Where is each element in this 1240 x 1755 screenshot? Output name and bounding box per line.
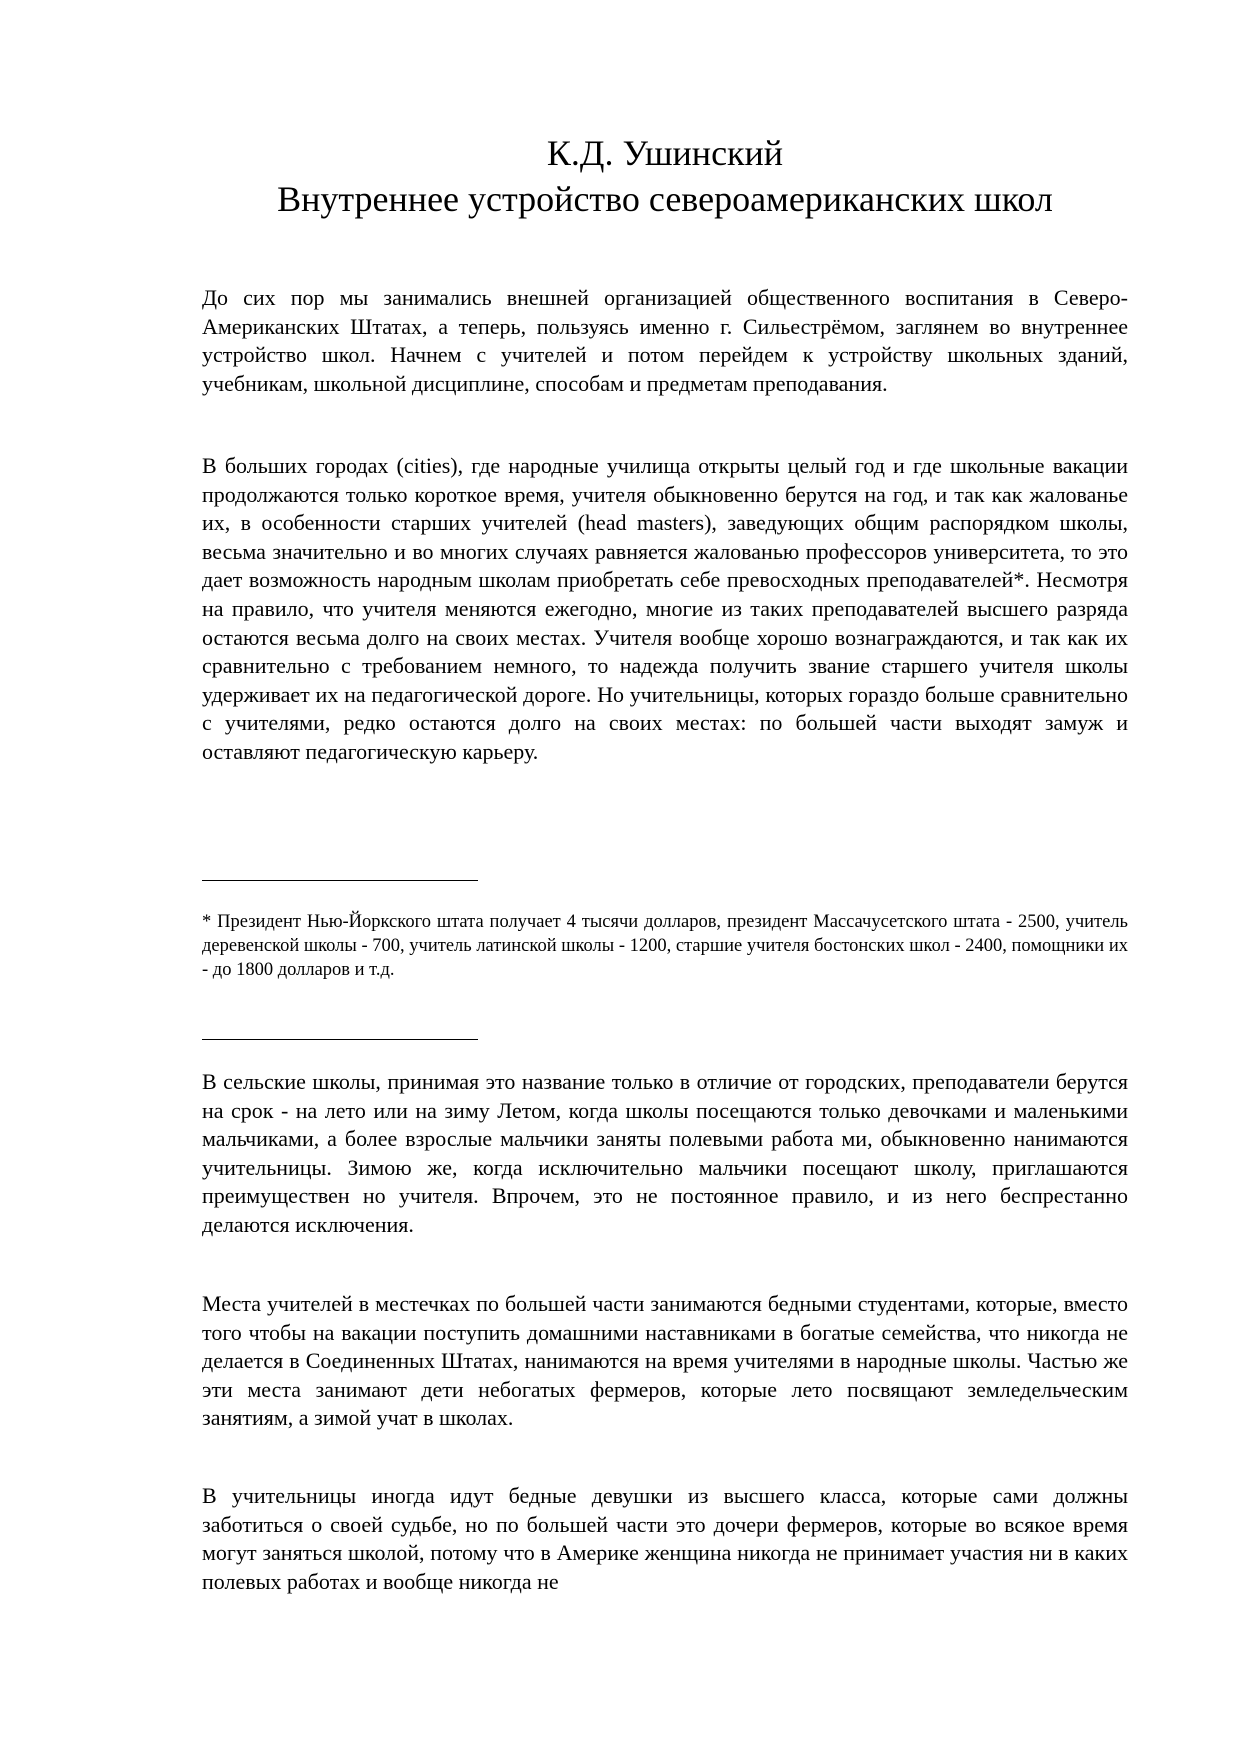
footnote: * Президент Нью-Йоркского штата получает 4 тысячи долларов, президент Массачусетского штата - 2500, учитель деревенской школы - 700, учитель латинской школы - 1200, старшие учителя бостонских школ - 2400, помощники их - до 1800 долларов и т.д.	[202, 912, 1128, 980]
document-title: Внутреннее устройство североамериканских школ	[277, 179, 1053, 219]
title-block	[200, 130, 1130, 222]
paragraph-1: До сих пор мы занимались внешней организацией общественного воспитания в Северо-Американских Штатах, а теперь, пользуясь именно г. Сильестрёмом, заглянем во внутреннее устройство школ. Начнем с учителей и потом перейдем к устройству школьных зданий, учебникам, школьной дисциплине, способам и предметам преподавания.	[202, 285, 1128, 396]
paragraph-3: В сельские школы, принимая это название только в отличие от городских, преподаватели берутся на срок - на лето или на зиму Летом, когда школы посещаются только девочками и маленькими мальчиками, а более взрослые мальчики заняты полевыми работа ми, обыкновенно нанимаются учительницы. Зимою же, когда исключительно мальчики посещают школу, приглашаются преимуществен но учителя. Впрочем, это не постоянное правило, и из него беспрестанно делаются исключения.	[202, 1069, 1128, 1237]
paragraph-5: В учительницы иногда идут бедные девушки из высшего класса, которые сами должны заботиться о своей судьбе, но по большей части это дочери фермеров, которые во всякое время могут заняться школой, потому что в Америке женщина никогда не принимает участия ни в каких полевых работах и вообще никогда не	[202, 1483, 1128, 1594]
paragraph-4: Места учителей в местечках по большей части занимаются бедными студентами, которые, вместо того чтобы на вакации поступить домашними наставниками в богатые семейства, что никогда не делается в Соединенных Штатах, нанимаются на время учителями в народные школы. Частью же эти места занимают дети небогатых фермеров, которые лето посвящают земледельческим занятиям, а зимой учат в школах.	[202, 1291, 1128, 1431]
paragraph-2: В больших городах (cities), где народные училища открыты целый год и где школьные вакации продолжаются только короткое время, учителя обыкновенно берутся на год, и так как жалованье их, в особенности старших учителей (head masters), заведующих общим распорядком школы, весьма значительно и во многих случаях равняется жалованью профессоров университета, то это дает возможность народным школам приобретать себе превосходных преподавателей*. Несмотря на правило, что учителя меняются ежегодно, многие из таких преподавателей высшего разряда остаются весьма долго на своих местах. Учителя вообще хорошо вознаграждаются, и так как их сравнительно с требованием немного, то надежда получить звание старшего учителя школы удерживает их на педагогической дороге. Но учительницы, которых гораздо больше сравнительно с учителями, редко остаются долго на своих местах: по большей части выходят замуж и оставляют педагогическую карьеру.	[202, 453, 1128, 764]
footnote-separator-bottom	[202, 1039, 478, 1040]
author-name: К.Д. Ушинский	[546, 133, 784, 173]
footnote-separator-top	[202, 880, 478, 881]
